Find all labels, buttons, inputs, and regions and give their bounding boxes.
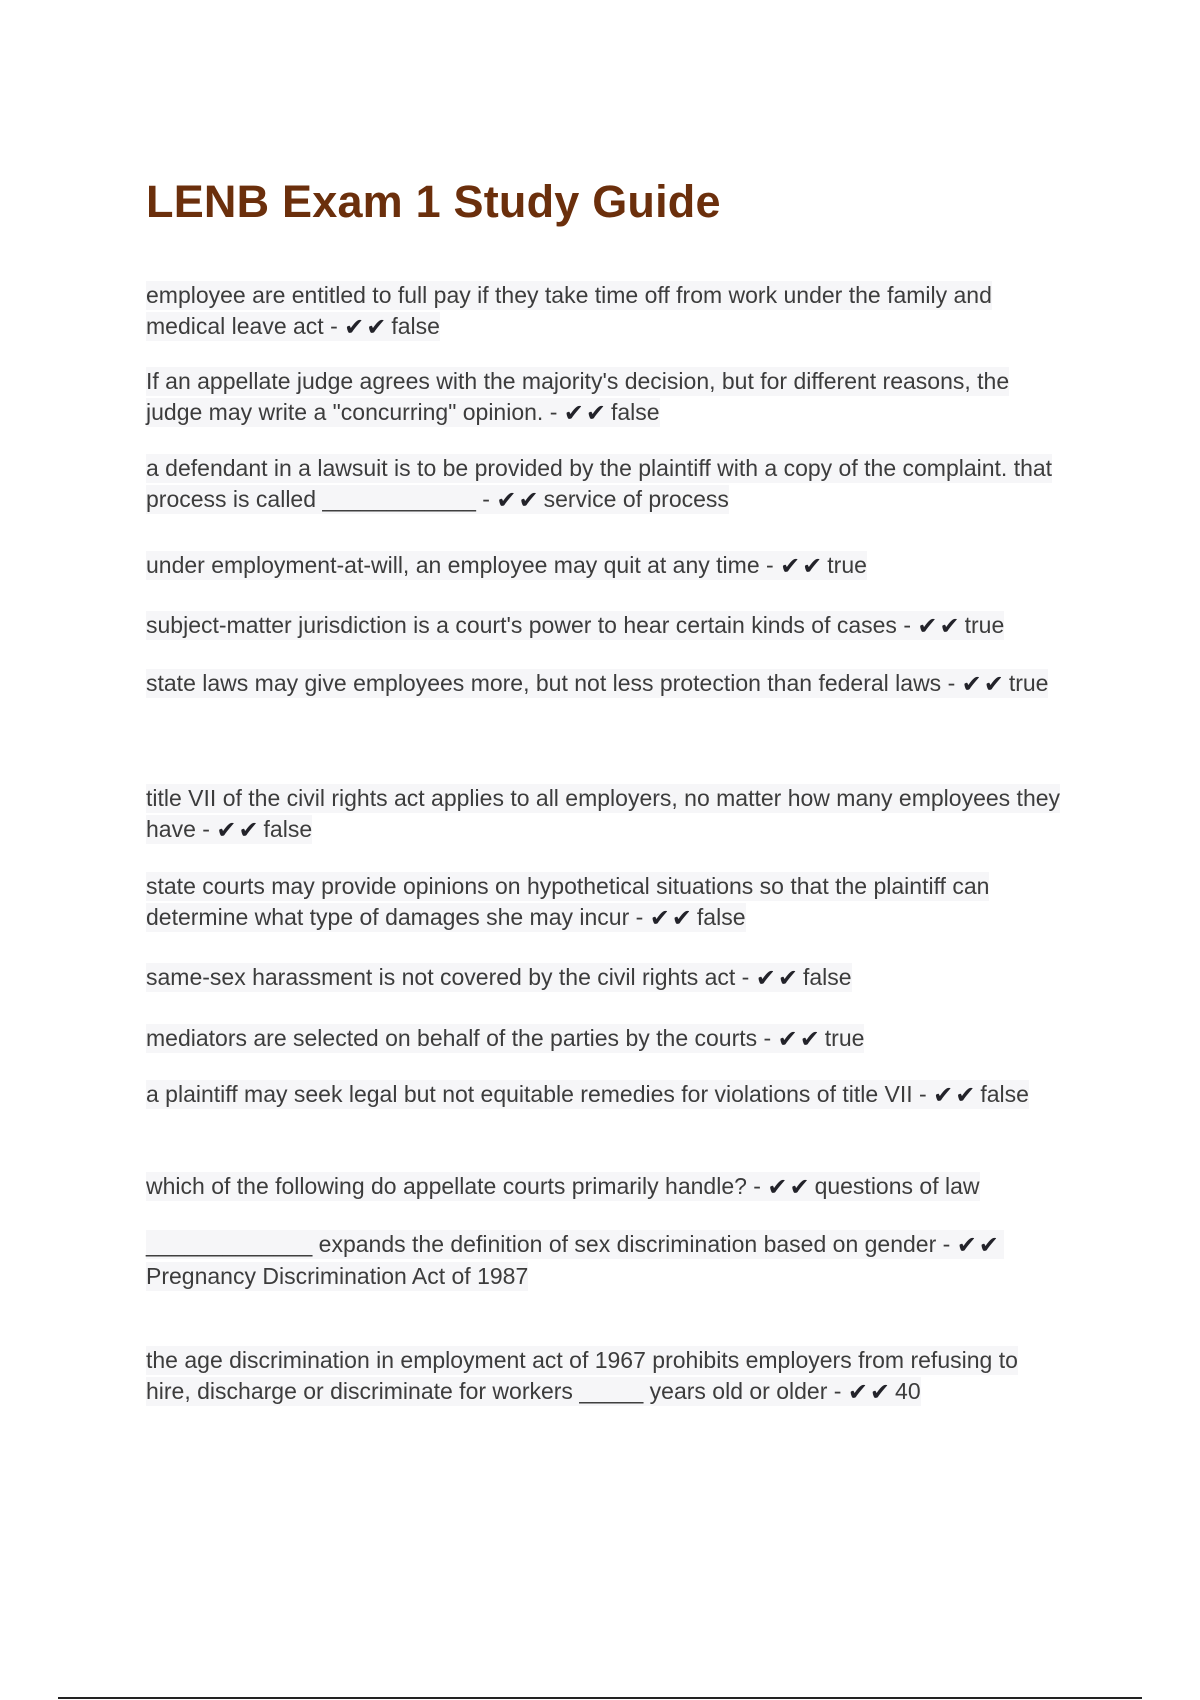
double-check-icon: ✔✔ bbox=[496, 486, 541, 514]
double-check-icon: ✔✔ bbox=[847, 1378, 893, 1406]
answer-text: questions of law bbox=[814, 1173, 980, 1199]
double-check-icon: ✔✔ bbox=[961, 670, 1006, 698]
page-title: LENB Exam 1 Study Guide bbox=[146, 176, 721, 227]
question-text: _____________ expands the definition of sex discrimination based on gender - bbox=[146, 1231, 957, 1257]
answer-text: true bbox=[964, 612, 1005, 638]
question-text: under employment-at-will, an employee may quit at any time - bbox=[146, 552, 781, 578]
qa-item bbox=[146, 610, 1066, 642]
double-check-icon: ✔✔ bbox=[563, 399, 608, 427]
qa-item bbox=[146, 783, 1066, 846]
double-check-icon: ✔✔ bbox=[649, 904, 694, 932]
answer-text: true bbox=[1008, 670, 1049, 696]
question-text: title VII of the civil rights act applies to all employers, no matter how many employees they have - bbox=[146, 785, 1061, 842]
qa-item bbox=[146, 550, 1066, 582]
qa-item bbox=[146, 1229, 1066, 1292]
double-check-icon: ✔✔ bbox=[216, 816, 261, 844]
answer-text: false bbox=[263, 816, 313, 842]
question-text: subject-matter jurisdiction is a court's power to hear certain kinds of cases - bbox=[146, 612, 918, 638]
answer-text: service of process bbox=[543, 486, 729, 512]
question-text: a plaintiff may seek legal but not equitable remedies for violations of title VII - bbox=[146, 1081, 934, 1107]
qa-item bbox=[146, 453, 1066, 516]
double-check-icon: ✔✔ bbox=[917, 612, 962, 640]
qa-item bbox=[146, 1023, 1066, 1055]
answer-text: true bbox=[827, 552, 867, 578]
answer-text: false bbox=[696, 904, 746, 930]
qa-item bbox=[146, 1345, 1066, 1408]
qa-item bbox=[146, 1079, 1066, 1111]
answer-text: 40 bbox=[895, 1378, 921, 1404]
qa-item bbox=[146, 366, 1066, 429]
double-check-icon: ✔✔ bbox=[755, 964, 800, 992]
qa-item bbox=[146, 871, 1066, 934]
answer-text: false bbox=[802, 964, 852, 990]
qa-item bbox=[146, 668, 1066, 700]
answer-text: false bbox=[610, 399, 660, 425]
question-text: same-sex harassment is not covered by the civil rights act - bbox=[146, 964, 756, 990]
double-check-icon: ✔✔ bbox=[777, 1025, 822, 1053]
question-text: employee are entitled to full pay if they take time off from work under the family and medical leave act - bbox=[146, 282, 992, 339]
double-check-icon: ✔✔ bbox=[933, 1081, 978, 1109]
qa-item bbox=[146, 962, 1066, 994]
footer-divider bbox=[58, 1697, 1142, 1699]
answer-text: false bbox=[980, 1081, 1029, 1107]
double-check-icon: ✔✔ bbox=[344, 313, 389, 341]
question-text: mediators are selected on behalf of the parties by the courts - bbox=[146, 1025, 778, 1051]
answer-text: false bbox=[391, 313, 440, 339]
double-check-icon: ✔✔ bbox=[780, 552, 825, 580]
qa-item bbox=[146, 1171, 1066, 1203]
question-text: a defendant in a lawsuit is to be provided by the plaintiff with a copy of the complaint. that process is called ____________ - bbox=[146, 455, 1053, 512]
question-text: state laws may give employees more, but not less protection than federal laws - bbox=[146, 670, 962, 696]
qa-item bbox=[146, 280, 1066, 343]
double-check-icon: ✔✔ bbox=[956, 1231, 1001, 1259]
question-text: the age discrimination in employment act of 1967 prohibits employers from refusing to hire, discharge or discriminate for workers _____ years old or older - bbox=[146, 1347, 1018, 1404]
question-text: If an appellate judge agrees with the majority's decision, but for different reasons, the judge may write a "concurring" opinion. - bbox=[146, 368, 1010, 425]
answer-text: true bbox=[824, 1025, 865, 1051]
question-text: which of the following do appellate courts primarily handle? - bbox=[146, 1173, 768, 1199]
answer-text: Pregnancy Discrimination Act of 1987 bbox=[146, 1263, 529, 1289]
double-check-icon: ✔✔ bbox=[767, 1173, 812, 1201]
question-text: state courts may provide opinions on hypothetical situations so that the plaintiff can determine what type of damages she may incur - bbox=[146, 873, 990, 930]
